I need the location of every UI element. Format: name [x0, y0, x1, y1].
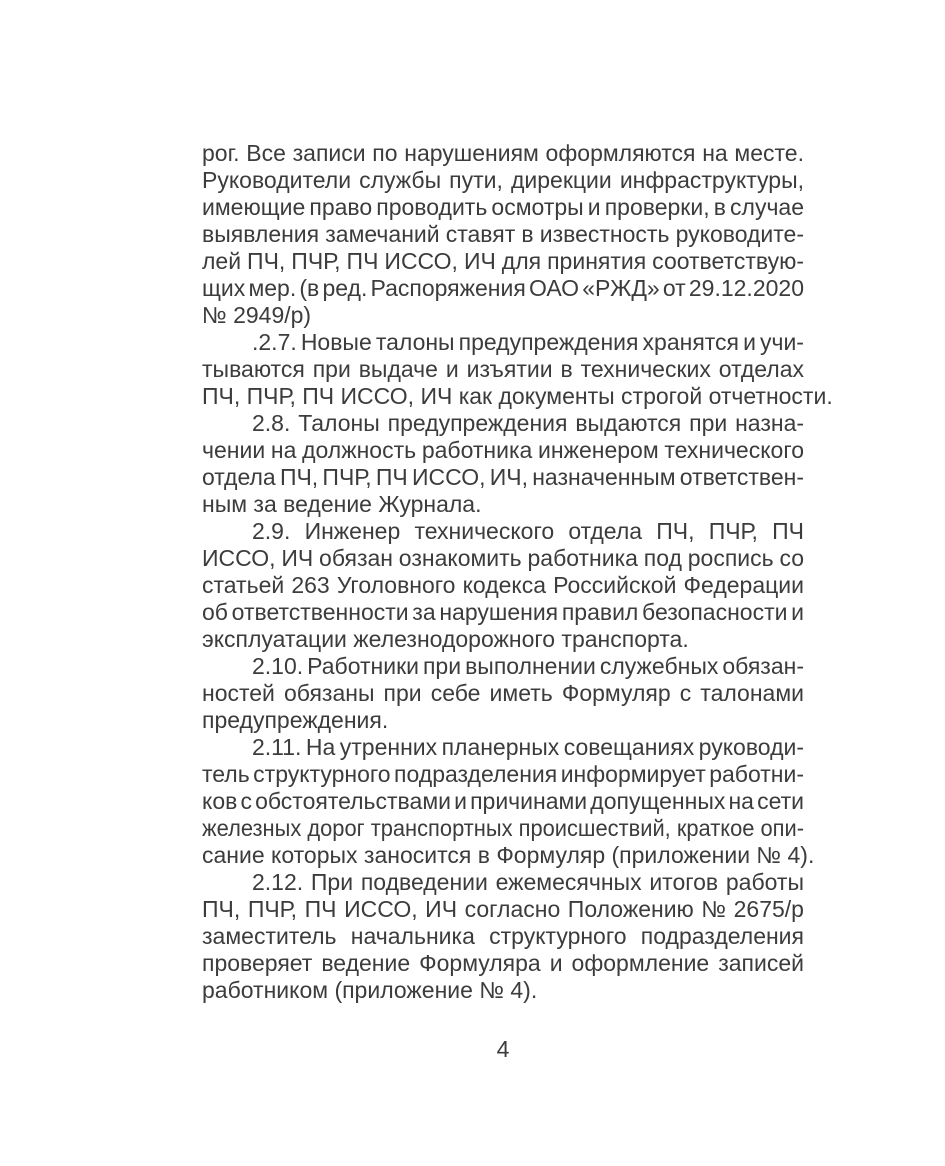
text-line: ИССО, ИЧ обязан ознакомить работника под роспись со — [202, 545, 805, 571]
page-number: 4 — [496, 1036, 510, 1062]
text-line: 2.10. Работники при выполнении служебных обязан- — [252, 653, 804, 679]
text-line: 2.8. Талоны предупреждения выдаются при назна- — [252, 410, 805, 436]
text-line: рог. Все записи по нарушениям оформляются на месте. — [202, 140, 804, 166]
text-line: чении на должность работника инженером технического — [202, 437, 805, 463]
text-line: выявления замечаний ставят в известность руководите- — [202, 221, 804, 247]
text-line: ным за ведение Журнала. — [202, 491, 482, 517]
text-line: об ответственности за нарушения правил безопасности и — [202, 599, 804, 625]
text-line: Руководители службы пути, дирекции инфраструктуры, — [202, 167, 805, 193]
text-line: отдела ПЧ, ПЧР, ПЧ ИССО, ИЧ, назначенным ответствен- — [202, 464, 804, 490]
text-line: ПЧ, ПЧР, ПЧ ИССО, ИЧ как документы строгой отчетности. — [202, 383, 833, 409]
text-line: тываются при выдаче и изъятии в технических отделах — [202, 356, 805, 382]
text-line: лей ПЧ, ПЧР, ПЧ ИССО, ИЧ для принятия соответствую- — [202, 248, 804, 274]
text-line: работником (приложение № 4). — [202, 977, 538, 1003]
text-line: сание которых заносится в Формуляр (приложении № 4). — [202, 842, 815, 868]
text-line: эксплуатации железнодорожного транспорта. — [202, 626, 689, 652]
text-line: железных дорог транспортных происшествий, краткое опи- — [202, 815, 805, 841]
text-line: предупреждения. — [202, 707, 389, 733]
text-line: ков с обстоятельствами и причинами допущенных на сети — [202, 788, 805, 814]
text-line: .2.7. Новые талоны предупреждения хранятся и учи- — [252, 329, 804, 355]
text-line: проверяет ведение Формуляра и оформление записей — [202, 950, 804, 976]
text-line: ПЧ, ПЧР, ПЧ ИССО, ИЧ согласно Положению № 2675/р — [202, 896, 804, 922]
text-line: имеющие право проводить осмотры и проверки, в случае — [202, 194, 805, 220]
text-line: щих мер. (в ред. Распоряжения ОАО «РЖД» от 29.12.2020 — [202, 275, 804, 301]
text-line: 2.12. При подведении ежемесячных итогов работы — [252, 869, 804, 895]
text-line: 2.11. На утренних планерных совещаниях руководи- — [252, 734, 804, 760]
text-line: тель структурного подразделения информирует работни- — [202, 761, 804, 787]
text-line: статьей 263 Уголовного кодекса Российской Федерации — [202, 572, 804, 598]
text-line: заместитель начальника структурного подразделения — [202, 923, 804, 949]
text-line: 2.9. Инженер технического отдела ПЧ, ПЧР, ПЧ — [252, 518, 805, 544]
text-line: ностей обязаны при себе иметь Формуляр с талонами — [202, 680, 804, 706]
body-text — [202, 140, 833, 1004]
text-line: № 2949/р) — [202, 302, 312, 328]
